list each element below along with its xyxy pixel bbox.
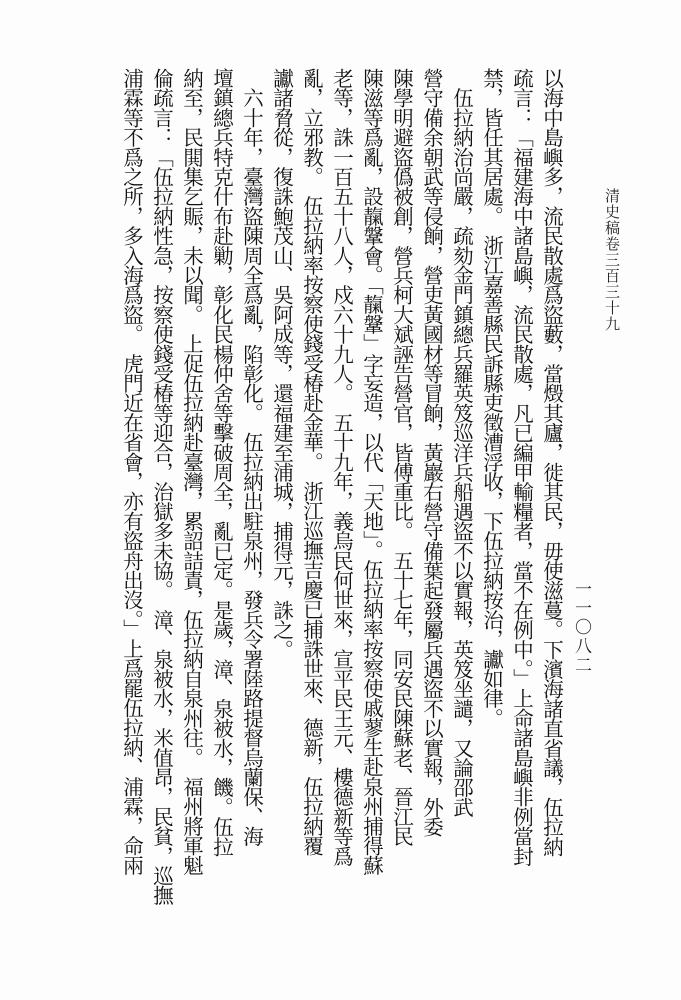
text-column-12: 壇鎮總兵特克什布赴勦，彰化民楊仲舍等擊破周全，亂已定。是歲，漳、泉被水，饑。伍拉 <box>209 68 234 857</box>
text-column-2: 疏言：「福建海中諸島嶼，流民散處，凡已編甲輸糧者，當不在例中。」上命諸島嶼非例當封 <box>509 68 534 866</box>
text-column-6: 陳學明避盜僞被創，營兵柯大斌誣告營官，皆傅重比。 五十七年，同安民陳蘇老、晉江民 <box>389 68 414 846</box>
text-column-11: 六十年，臺灣盜陳周全爲亂，陷彰化。 伍拉納出駐泉州，發兵令署陸路提督烏蘭保、海 <box>239 68 264 846</box>
page-number: 一一〇八二 <box>571 580 591 675</box>
text-column-4: 伍拉納治尚嚴，疏劾金門鎮總兵羅英笈巡洋兵船遇盜不以實報，英笈坐譴，又論邵武 <box>449 68 474 817</box>
text-column-1: 以海中島嶼多，流民散處爲盜藪，當燬其廬，徙其民，毋使滋蔓。下濱海諸直省議，伍拉納 <box>539 68 564 857</box>
text-column-8: 老等，誅一百五十八人，戍六十九人。 五十九年，義烏民何世來，宣平民王元、樓德新等爲 <box>329 68 354 866</box>
text-column-10: 讞諸脅從，復誅鮑茂山、吳阿成等，還福建至浦城，捕得元，誅之。 <box>269 68 294 660</box>
text-column-9: 亂，立邪教。 伍拉納率按察使錢受椿赴金華。 浙江巡撫吉慶已捕誅世來、德新，伍拉納覆 <box>299 68 324 856</box>
text-column-7: 陳滋等爲亂，設靝鞶會。「靝鞶」字妄造，以代「天地」。伍拉納率按察使戚蓼生赴泉州捕得蘇 <box>359 68 384 875</box>
text-column-5: 營守備余朝武等侵餉，營吏黃國材等冒餉，黃巖右營守備葉起發屬兵遇盜不以實報，外委 <box>419 68 444 837</box>
text-column-14: 倫疏言：「伍拉納性急，按察使錢受椿等迎合，治獄多未協。 漳、泉被水，米值昂，民貧，巡撫 <box>149 68 174 905</box>
text-column-13: 納至，民閧集乞賑，未以聞。 上促伍拉納赴臺灣，累詔詰責，伍拉納自泉州往。 福州將軍魁 <box>179 68 204 875</box>
text-column-3: 禁，皆任其居處。 浙江嘉善縣民訴縣吏徵漕浮收，下伍拉納按治，讞如律。 <box>479 68 504 728</box>
running-header-title: 清史稿卷三百三十九 <box>603 188 621 332</box>
text-column-15: 浦霖等不爲之所，多入海爲盜。 虎門近在省會，亦有盜舟出沒。」上爲罷伍拉納、浦霖，命兩 <box>119 68 144 875</box>
